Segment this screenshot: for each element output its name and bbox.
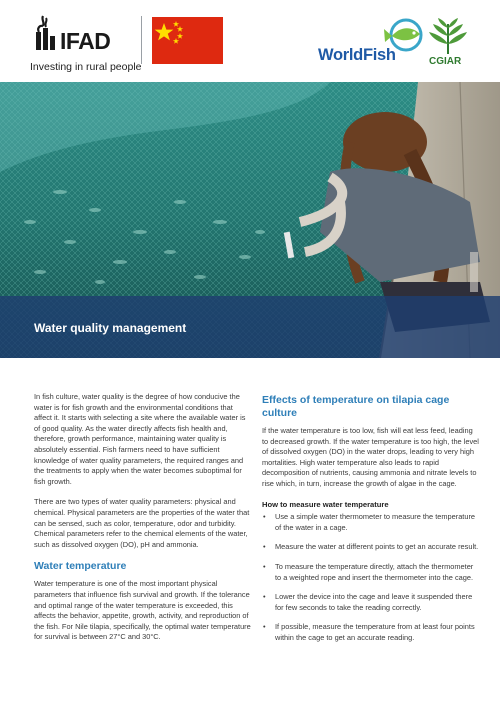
worldfish-logo — [318, 18, 430, 68]
page-title: Water quality management — [34, 321, 187, 335]
right-column — [262, 392, 480, 653]
measurement-steps-list — [262, 512, 480, 643]
cgiar-logo — [426, 16, 470, 68]
parameters-paragraph: There are two types of water quality parameters: physical and chemical. Physical parameters are the properties of the water that can be sensed, such as color, temperature, odor and turbidity. Chemical parameters refer to the chemical elements of the water, such as dissolved oxygen (DO), pH and ammonia. — [34, 497, 250, 549]
list-item: • Lower the device into the cage and leave it suspended there for few seconds to take the reading correctly. — [262, 592, 480, 613]
page-header — [0, 0, 500, 82]
list-item: • Measure the water at different points to get an accurate result. — [262, 542, 480, 553]
left-column — [34, 392, 251, 653]
cgiar-wheat-icon — [426, 16, 470, 56]
ifad-tagline: Investing in rural people — [30, 61, 142, 73]
water-temperature-heading: Water temperature — [34, 560, 127, 573]
list-item: • To measure the temperature directly, attach the thermometer to a weighted rope and insert the thermometer into the cage. — [262, 562, 480, 583]
list-item: • If possible, measure the temperature from at least four points within the cage to get an accurate reading. — [262, 622, 480, 643]
worldfish-name: WorldFish — [318, 46, 396, 64]
china-flag-icon — [152, 17, 223, 64]
effects-paragraph: If the water temperature is too low, fish will eat less feed, leading to decreased growth. If the water temperature is too high, the level of dissolved oxygen (DO) in the water drops, leading to very high mortalities. High water temperature also leads to rapid decomposition of nutrients, causing ammonia and nitrate levels to rise which, in turn, increase the growth of algae in the cage. — [262, 426, 479, 488]
effects-of-temperature-heading: Effects of temperature on tilapia cage culture — [262, 394, 450, 419]
how-to-measure-heading: How to measure water temperature — [262, 499, 389, 509]
header-divider — [141, 16, 142, 64]
ifad-name: IFAD — [60, 28, 111, 54]
ifad-emblem-icon — [30, 14, 60, 54]
water-temperature-paragraph: Water temperature is one of the most important physical parameters that influence fish survival and growth. If the tolerance and optimal range of the water temperature is exceeded, this affects the behavior, appetite, growth, activity, and reproduction of the fish. For Nile tilapia, specifically, the optimal water temperature for survival is between 27°C and 30°C. — [34, 579, 251, 642]
cgiar-name: CGIAR — [429, 56, 462, 67]
list-item: • Use a simple water thermometer to measure the temperature of the water in a cage. — [262, 512, 480, 533]
intro-paragraph: In fish culture, water quality is the degree of how conducive the water is for fish growth and the environmental conditions that affect it. It starts with selecting a site where the available water is of good quality. As the water directly affects fish health and, therefore, growth performance, maintaining water quality is absolutely essential. Fish farmers need to have sufficient knowledge of water quality parameters, the required ranges and the treatments to apply when the water becomes suboptimal for fish growth. — [34, 392, 246, 486]
